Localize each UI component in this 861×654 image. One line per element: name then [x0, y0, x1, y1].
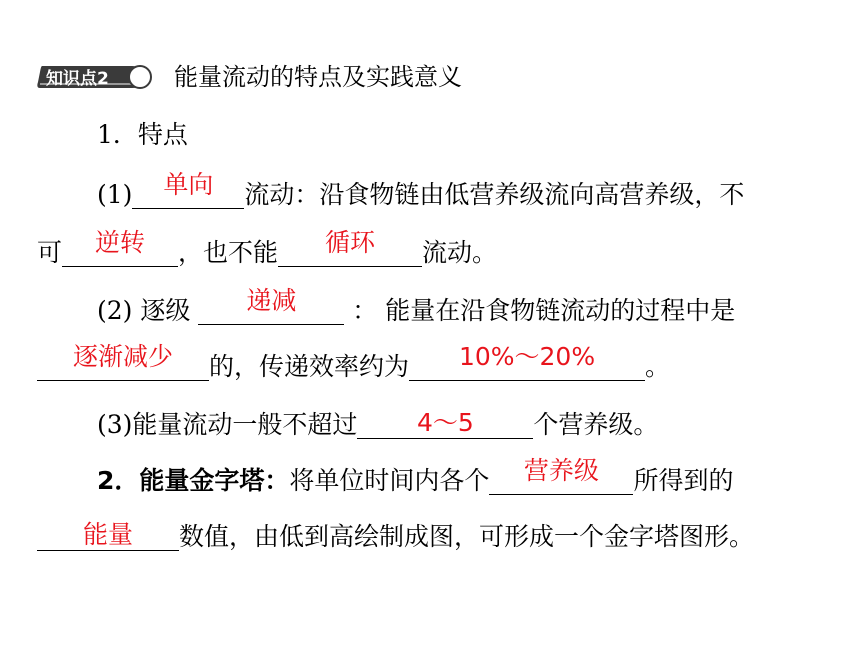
p2b-mid: 的，传递效率约为: [209, 352, 410, 381]
blank-efficiency: [409, 342, 645, 381]
answer-cycle: 循环: [325, 228, 376, 257]
item2-line: [97, 456, 734, 496]
blank-trophic: [489, 456, 633, 495]
blank-cycle: [278, 228, 422, 267]
item2b-line: [37, 522, 754, 552]
item2-suffix: 所得到的: [633, 466, 734, 495]
blank-reverse: [62, 228, 178, 267]
p1-line: [97, 170, 745, 210]
p1-text: 流动：沿食物链由低营养级流向高营养级，不: [244, 180, 745, 209]
answer-energy: 能量: [82, 520, 133, 549]
answer-decrease: 递减: [246, 286, 297, 315]
blank-decrease: [198, 286, 344, 325]
p2b-line: [37, 342, 671, 382]
item2b-text: 数值，由低到高绘制成图，可形成一个金字塔图形。: [179, 522, 755, 551]
p3-suffix: 个营养级。: [533, 410, 659, 439]
p1b-prefix: 可: [37, 238, 63, 267]
knowledge-point-badge: [36, 62, 160, 92]
answer-direction: 单向: [163, 170, 214, 199]
p1b-line: [37, 228, 498, 268]
section-title: 能量流动的特点及实践意义: [174, 63, 462, 91]
blank-gradually: [37, 342, 209, 381]
p2b-suffix: 。: [645, 352, 671, 381]
answer-reverse: 逆转: [95, 228, 146, 257]
blank-direction: [132, 170, 244, 209]
blank-energy: [37, 522, 179, 551]
item2-text: 将单位时间内各个: [289, 466, 490, 495]
item2-number: 2．: [97, 466, 140, 495]
p1b-mid: ，也不能: [178, 238, 279, 267]
p2-text: ： 能量在沿食物链流动的过程中是: [352, 296, 736, 325]
p1-prefix: (1): [97, 180, 133, 209]
answer-efficiency: 10%～20%: [458, 342, 596, 371]
item1-heading: 1．特点: [97, 120, 188, 149]
blank-levels: [357, 410, 533, 439]
item2-term: 能量金字塔：: [139, 466, 290, 495]
answer-trophic: 营养级: [523, 456, 599, 485]
badge-text: 知识点2: [46, 69, 109, 89]
answer-gradually: 逐渐减少: [72, 342, 173, 371]
p2-prefix: (2) 逐级: [97, 296, 191, 325]
answer-levels: 4～5: [417, 408, 474, 437]
p1b-suffix: 流动。: [422, 238, 498, 267]
p3-line: [97, 410, 658, 440]
p2-line: [97, 286, 736, 326]
p3-prefix: (3)能量流动一般不超过: [97, 410, 358, 439]
